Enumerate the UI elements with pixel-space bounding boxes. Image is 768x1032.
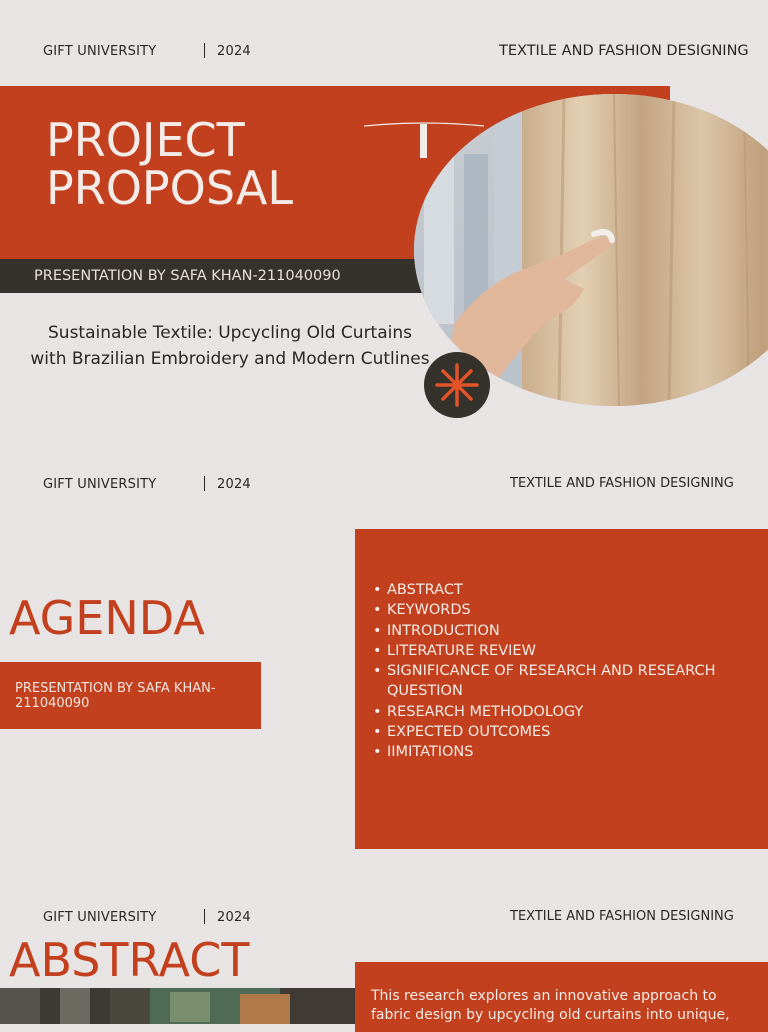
page-title <box>46 113 294 215</box>
topic-text <box>0 320 460 372</box>
agenda-title: AGENDA <box>9 591 205 645</box>
agenda-item: • SIGNIFICANCE OF RESEARCH AND RESEARCH QUESTION <box>373 661 753 702</box>
asterisk-icon <box>424 352 490 418</box>
topic-line-1: Sustainable Textile: Upcycling Old Curtains <box>48 323 412 343</box>
agenda-item: • EXPECTED OUTCOMES <box>373 722 753 742</box>
agenda-item: • IIMITATIONS <box>373 742 753 762</box>
agenda-item: • ABSTRACT <box>373 580 753 600</box>
agenda-item: • KEYWORDS <box>373 600 753 620</box>
agenda-list <box>373 580 753 763</box>
topic-line-2: with Brazilian Embroidery and Modern Cutlines <box>30 349 430 369</box>
header-divider <box>204 909 205 924</box>
year-label: 2024 <box>217 910 251 925</box>
presenter-label: PRESENTATION BY SAFA KHAN-211040090 <box>15 681 216 711</box>
abstract-text: This research explores an innovative approach to fabric design by upcycling old curtains into unique, <box>371 988 730 1023</box>
year-label: 2024 <box>217 44 251 59</box>
abstract-title: ABSTRACT <box>9 933 250 987</box>
university-label: GIFT UNIVERSITY <box>43 44 157 59</box>
department-label: TEXTILE AND FASHION DESIGNING <box>499 43 749 59</box>
agenda-item: • INTRODUCTION <box>373 621 753 641</box>
agenda-item: • RESEARCH METHODOLOGY <box>373 702 753 722</box>
asterisk-badge <box>424 352 490 418</box>
university-label: GIFT UNIVERSITY <box>43 910 157 925</box>
department-label: TEXTILE AND FASHION DESIGNING <box>510 909 734 924</box>
title-line-2: PROPOSAL <box>46 161 294 215</box>
university-label: GIFT UNIVERSITY <box>43 477 157 492</box>
year-label: 2024 <box>217 477 251 492</box>
header-divider <box>204 476 205 491</box>
fabric-photo <box>0 988 355 1024</box>
agenda-item: • LITERATURE REVIEW <box>373 641 753 661</box>
title-line-1: PROJECT <box>46 113 245 167</box>
department-label: TEXTILE AND FASHION DESIGNING <box>510 476 734 491</box>
header-divider <box>204 43 205 58</box>
presenter-label: PRESENTATION BY SAFA KHAN-211040090 <box>34 268 341 284</box>
